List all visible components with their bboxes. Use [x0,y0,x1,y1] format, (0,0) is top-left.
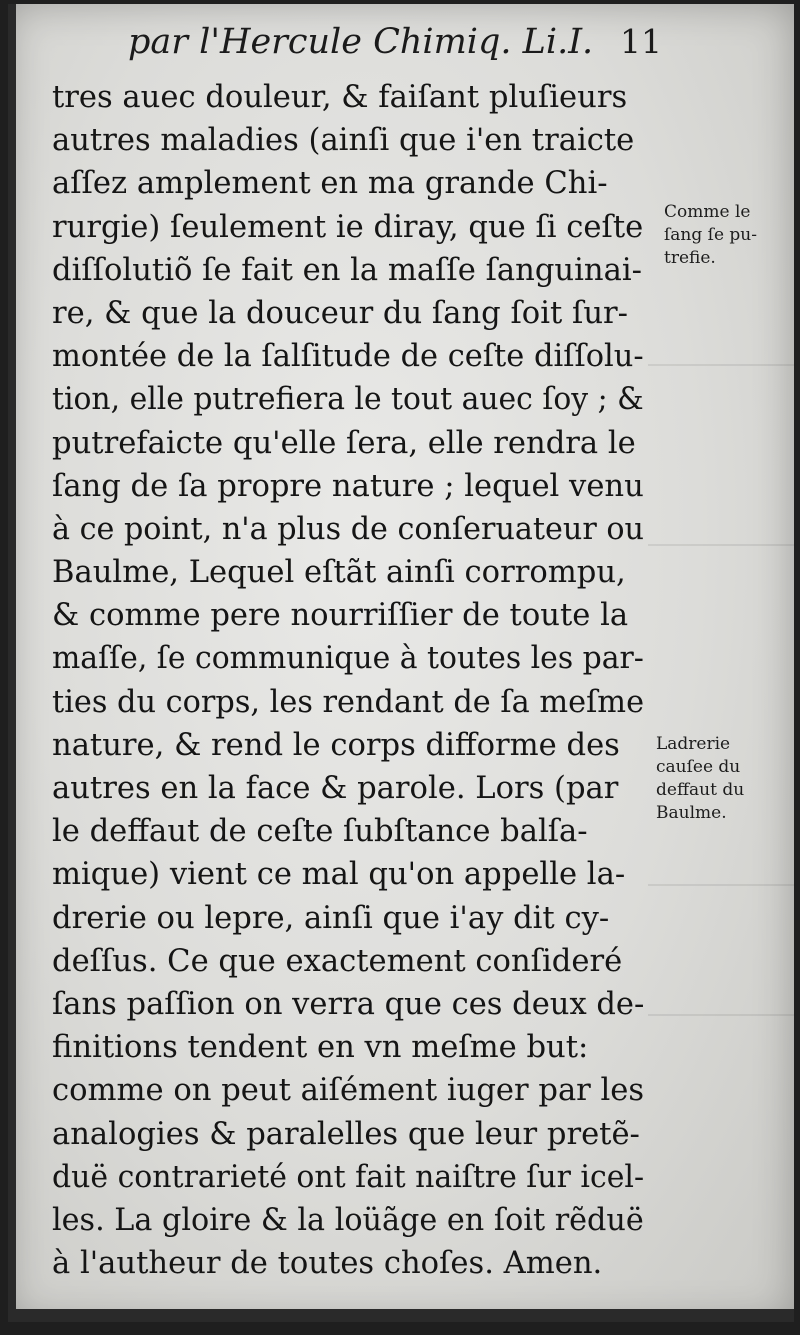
page-edge-bottom [8,1309,794,1322]
body-text [52,76,652,1285]
margin-note-ladrerie [656,733,744,825]
text-line: mique) vient ce mal qu'on appelle la- [52,856,626,893]
margin-note-line: Ladrerie [656,734,731,754]
text-line: finitions tendent en vn meſme but: [52,1029,589,1066]
text-line: & comme pere nourriſſier de toute la [52,597,629,634]
margin-note-putrefaction [664,201,757,270]
text-line: aſſez amplement en ma grande Chi- [52,165,608,202]
text-line: rurgie) ſeulement ie diray, que ſi ceſte [52,208,644,245]
text-line: maſſe, ſe communique à toutes les par- [52,640,644,677]
text-line: drerie ou lepre, ainſi que i'ay dit cy- [52,899,610,936]
text-line: re, & que la douceur du ſang ſoit ſur- [52,294,628,331]
margin-note-line: Comme le [664,202,751,222]
show-through-mark [648,1014,794,1016]
text-line: tion, elle putrefiera le tout auec ſoy ; & [52,381,644,418]
margin-note-line: Baulme. [656,803,727,823]
text-line: ſans paſſion on verra que ces deux de- [52,985,645,1022]
show-through-mark [648,884,794,886]
margin-note-line: trefie. [664,248,716,268]
book-page [8,4,794,1322]
text-line: deſſus. Ce que exactement conſideré [52,942,623,979]
text-line: le deffaut de ceſte ſubſtance balſa- [52,813,588,850]
page-edge-left [8,4,16,1322]
running-head: par l'Hercule Chimiq. Li.I. [128,22,594,62]
text-line: montée de la ſalſitude de ceſte diſſolu- [52,338,644,375]
show-through-mark [648,544,794,546]
show-through-mark [648,364,794,366]
text-line: nature, & rend le corps difforme des [52,726,620,763]
page-number: 11 [620,22,662,61]
margin-note-line: ſang ſe pu- [664,225,757,245]
text-line: duë contrarieté ont fait naiſtre ſur icel- [52,1158,645,1195]
text-line: diſſolutiõ ſe fait en la maſſe ſanguinai- [52,251,642,288]
text-line: à ce point, n'a plus de conſeruateur ou [52,510,644,547]
text-line: Baulme, Lequel eſtãt ainſi corrompu, [52,554,626,591]
margin-note-line: cauſee du [656,757,741,777]
text-line: les. La gloire & la loüãge en ſoit rẽduë [52,1201,644,1238]
text-line: ſang de ſa propre nature ; lequel venu [52,467,644,504]
text-line: autres maladies (ainſi que i'en traicte [52,122,635,159]
text-line: ties du corps, les rendant de ſa meſme [52,683,645,720]
text-line: tres auec douleur, & faiſant pluſieurs [52,79,628,115]
text-line: comme on peut aiſément iuger par les [52,1072,645,1109]
text-line: autres en la face & parole. Lors (par [52,770,619,806]
margin-note-line: deffaut du [656,780,745,800]
text-line: analogies & paralelles que leur pretẽ- [52,1115,640,1152]
text-line: à l'autheur de toutes choſes. Amen. [52,1245,603,1282]
text-line: putrefaicte qu'elle ſera, elle rendra le [52,424,636,461]
